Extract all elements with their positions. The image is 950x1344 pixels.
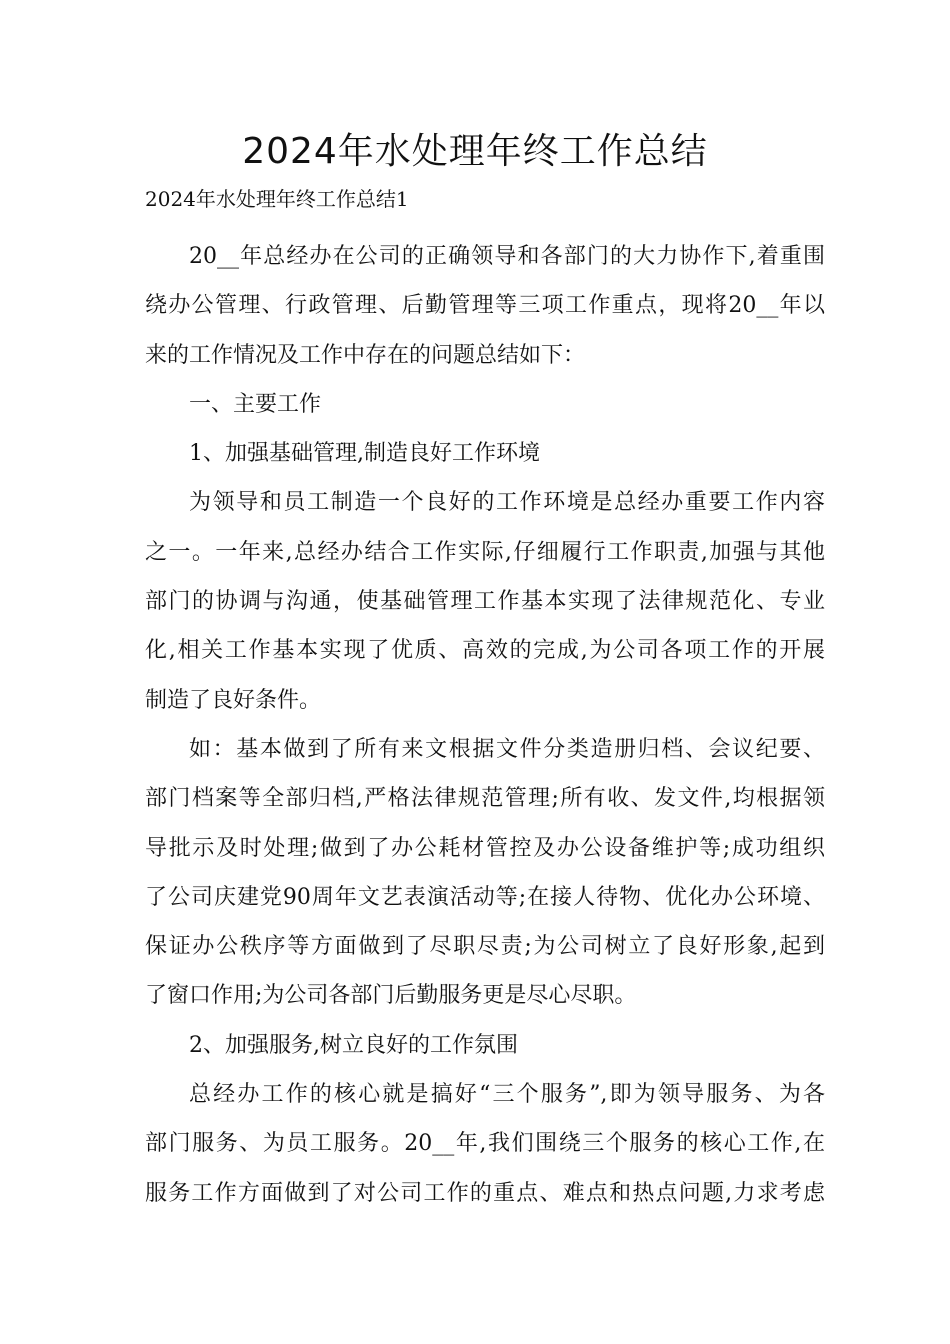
body-text-line: 化,相关工作基本实现了优质、高效的完成,为公司各项工作的开展: [145, 638, 825, 664]
body-text-line: 了公司庆建党90周年文艺表演活动等;在接人待物、优化办公环境、: [145, 884, 825, 910]
body-text-line: 来的工作情况及工作中存在的问题总结如下：: [145, 342, 586, 368]
body-text-line: 了窗口作用;为公司各部门后勤服务更是尽心尽职。: [145, 983, 637, 1009]
body-text-line: 部门的协调与沟通，使基础管理工作基本实现了法律规范化、专业: [145, 589, 825, 615]
body-text-line: 保证办公秩序等方面做到了尽职尽责;为公司树立了良好形象,起到: [145, 934, 825, 960]
body-text-line: 部门服务、为员工服务。20__年,我们围绕三个服务的核心工作,在: [145, 1131, 825, 1157]
body-text-line: 之一。一年来,总经办结合工作实际,仔细履行工作职责,加强与其他: [145, 539, 825, 565]
body-text-line: 为领导和员工制造一个良好的工作环境是总经办重要工作内容: [189, 490, 825, 516]
document-title: 2024年水处理年终工作总结: [242, 131, 708, 172]
body-text-line: 一、主要工作: [189, 391, 322, 417]
body-text-line: 绕办公管理、行政管理、后勤管理等三项工作重点，现将20__年以: [145, 293, 825, 319]
body-text-line: 导批示及时处理;做到了办公耗材管控及办公设备维护等;成功组织: [145, 835, 825, 861]
body-text-line: 2、加强服务,树立良好的工作氛围: [189, 1032, 518, 1058]
body-text-line: 部门档案等全部归档,严格法律规范管理;所有收、发文件,均根据领: [145, 786, 825, 812]
document-body: [145, 232, 825, 1218]
body-text-line: 如：基本做到了所有来文根据文件分类造册归档、会议纪要、: [189, 736, 825, 762]
body-text-line: 制造了良好条件。: [145, 687, 322, 713]
body-text-line: 20__年总经办在公司的正确领导和各部门的大力协作下,着重围: [189, 244, 825, 269]
body-text-line: 服务工作方面做到了对公司工作的重点、难点和热点问题,力求考虑: [145, 1180, 825, 1206]
document-subtitle: 2024年水处理年终工作总结1: [145, 187, 409, 211]
body-text-line: 1、加强基础管理,制造良好工作环境: [189, 441, 540, 467]
body-text-line: 总经办工作的核心就是搞好“三个服务”,即为领导服务、为各: [189, 1082, 825, 1108]
